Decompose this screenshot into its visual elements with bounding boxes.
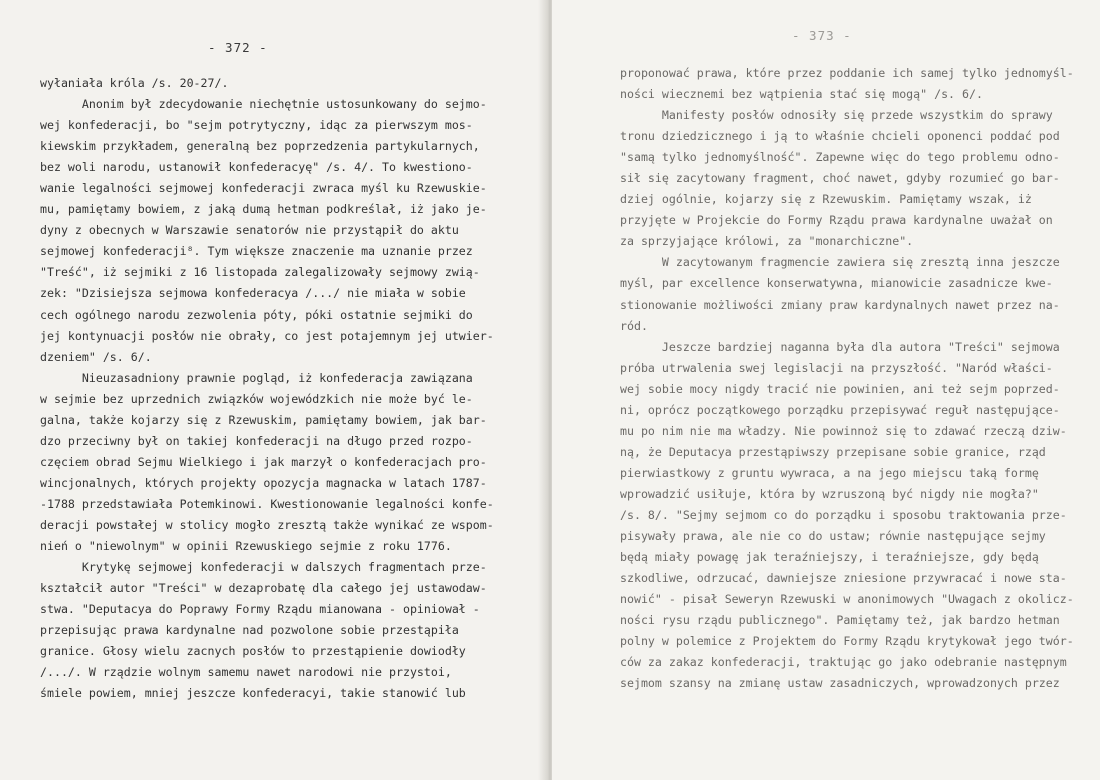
text-line: wej sobie mocy nigdy tracić nie powinien, ani też sejm poprzed- xyxy=(620,381,1060,396)
text-line: ni, oprócz początkowego porządku przepisywać reguł następujące- xyxy=(620,402,1060,417)
text-line: ród. xyxy=(620,318,648,333)
text-line: kiewskim przykładem, generalną bez poprzedzenia partykularnych, xyxy=(40,139,480,154)
text-line: dzo przeciwny był on takiej konfederacji na długo przed rozpo- xyxy=(40,433,473,448)
text-line: jej kontynuacji posłów nie obrały, co jest potajemnym jej utwier- xyxy=(40,328,494,343)
text-line: sejmowej konfederacji⁸. Tym większe znaczenie ma uznanie przez xyxy=(40,244,473,259)
text-line: wprowadzić usiłuje, która by wzruszoną być nigdy nie mogła?" xyxy=(620,486,1039,501)
text-line: wej konfederacji, bo "sejm potrytyczny, idąc za pierwszym mos- xyxy=(40,118,473,133)
text-line: przyjęte w Projekcie do Formy Rządu prawa kardynalne uważał on xyxy=(620,213,1053,228)
text-line: dyny z obecnych w Warszawie senatorów nie przystąpił do aktu xyxy=(40,223,459,238)
text-line: /s. 8/. "Sejmy sejmom co do porządku i sposobu traktowania prze- xyxy=(620,507,1067,522)
page-number-right: - 373 - xyxy=(792,28,852,43)
text-line: za sprzyjające królowi, za "monarchiczne". xyxy=(620,234,914,249)
text-line: zek: "Dzisiejsza sejmowa konfederacya /.../ nie miała w sobie xyxy=(40,286,466,301)
right-page-text xyxy=(620,63,1074,694)
text-line: myśl, par excellence konserwatywna, mianowicie zasadnicze kwe- xyxy=(620,276,1053,291)
text-line: Krytykę sejmowej konfederacji w dalszych fragmentach prze- xyxy=(40,560,487,575)
text-line: galna, także kojarzy się z Rzewuskim, pamiętamy bowiem, jak bar- xyxy=(40,412,487,427)
text-line: dzeniem" /s. 6/. xyxy=(40,349,152,364)
text-line: będą miały powagę jak teraźniejszy, i teraźniejsze, gdy będą xyxy=(620,550,1039,565)
text-line: stwa. "Deputacya do Poprawy Formy Rządu mianowana - opiniował - xyxy=(40,602,480,617)
text-line: ców za zakaz konfederacji, traktując go jako odebranie następnym xyxy=(620,655,1067,670)
text-line: mu po nim nie ma władzy. Nie powinnoż się to zdawać rzeczą dziw- xyxy=(620,423,1067,438)
text-line: sił się zacytowany fragment, choć nawet, gdyby rozumieć go bar- xyxy=(620,171,1060,186)
right-page xyxy=(552,0,1100,780)
text-line: -1788 przedstawiała Potemkinowi. Kwestionowanie legalności konfe- xyxy=(40,496,494,511)
text-line: ności wiecznemi bez wątpienia stać się mogą" /s. 6/. xyxy=(620,87,983,102)
text-line: tronu dziedzicznego i ją to właśnie chcieli oponenci poddać pod xyxy=(620,129,1060,144)
text-line: ności rysu rządu publicznego". Pamiętamy też, jak bardzo hetman xyxy=(620,613,1060,628)
text-line: Jeszcze bardziej naganna była dla autora "Treści" sejmowa xyxy=(620,339,1060,354)
text-line: W zacytowanym fragmencie zawiera się zresztą inna jeszcze xyxy=(620,255,1060,270)
text-line: śmiele powiem, mniej jeszcze konfederacyi, takie stanowić lub xyxy=(40,686,466,701)
text-line: przepisując prawa kardynalne nad pozwolone sobie przestąpiła xyxy=(40,623,459,638)
text-line: ną, że Deputacya przestąpiwszy przepisane sobie granice, rząd xyxy=(620,444,1046,459)
text-line: "samą tylko jednomyślność". Zapewne więc do tego problemu odno- xyxy=(620,150,1060,165)
text-line: "Treść", iż sejmiki z 16 listopada zalegalizowały sejmowy zwią- xyxy=(40,265,480,280)
text-line: /.../. W rządzie wolnym samemu nawet narodowi nie przystoi, xyxy=(40,665,452,680)
left-page-text xyxy=(40,73,494,704)
text-line: polny w polemice z Projektem do Formy Rządu krytykował jego twór- xyxy=(620,634,1074,649)
text-line: wanie legalności sejmowej konfederacji zwraca myśl ku Rzewuskie- xyxy=(40,181,487,196)
text-line: częciem obrad Sejmu Wielkiego i jak marzył o konfederacjach pro- xyxy=(40,454,487,469)
text-line: szkodliwe, odrzucać, dawniejsze zniesione przywracać i nowe sta- xyxy=(620,571,1067,586)
left-page xyxy=(0,0,548,780)
text-line: Nieuzasadniony prawnie pogląd, iż konfederacja zawiązana xyxy=(40,370,473,385)
text-line: wyłaniała króla /s. 20-27/. xyxy=(40,76,229,90)
text-line: nień o "niewolnym" w opinii Rzewuskiego sejmie z roku 1776. xyxy=(40,539,452,554)
text-line: mu, pamiętamy bowiem, z jaką dumą hetman podkreślał, iż jako je- xyxy=(40,202,487,217)
text-line: próba utrwalenia swej legislacji na przyszłość. "Naród właści- xyxy=(620,360,1053,375)
text-line: granice. Głosy wielu zacnych posłów to przestąpienie dowiodły xyxy=(40,644,466,659)
text-line: nowić" - pisał Seweryn Rzewuski w anonimowych "Uwagach z okolicz- xyxy=(620,592,1074,607)
text-line: pierwiastkowy z gruntu wywraca, a na jego miejscu taką formę xyxy=(620,465,1039,480)
text-line: dziej ogólnie, kojarzy się z Rzewuskim. Pamiętamy wszak, iż xyxy=(620,192,1032,207)
text-line: stionowanie możliwości zmiany praw kardynalnych nawet przez na- xyxy=(620,297,1060,312)
text-line: wincjonalnych, których projekty opozycja magnacka w latach 1787- xyxy=(40,475,487,490)
text-line: Anonim był zdecydowanie niechętnie ustosunkowany do sejmo- xyxy=(40,97,487,112)
text-line: Manifesty posłów odnosiły się przede wszystkim do sprawy xyxy=(620,108,1053,123)
text-line: cech ogólnego narodu zezwolenia póty, póki ostatnie sejmiki do xyxy=(40,307,473,322)
text-line: kształcił autor "Treści" w dezaprobatę dla całego jej ustawodaw- xyxy=(40,581,487,596)
text-line: pisywały prawa, ale nie co do ustaw; równie następujące sejmy xyxy=(620,529,1046,544)
text-line: proponować prawa, które przez poddanie ich samej tylko jednomyśl- xyxy=(620,66,1074,80)
text-line: sejmom szansy na zmianę ustaw zasadniczych, wprowadzonych przez xyxy=(620,676,1060,691)
text-line: bez woli narodu, ustanowił konfederacyę" /s. 4/. To kwestiono- xyxy=(40,160,473,175)
text-line: deracji powstałej w stolicy mogło zresztą także wynikać ze wspom- xyxy=(40,517,494,532)
page-number-left: - 372 - xyxy=(208,40,268,55)
text-line: w sejmie bez uprzednich związków wojewódzkich nie może być le- xyxy=(40,391,473,406)
